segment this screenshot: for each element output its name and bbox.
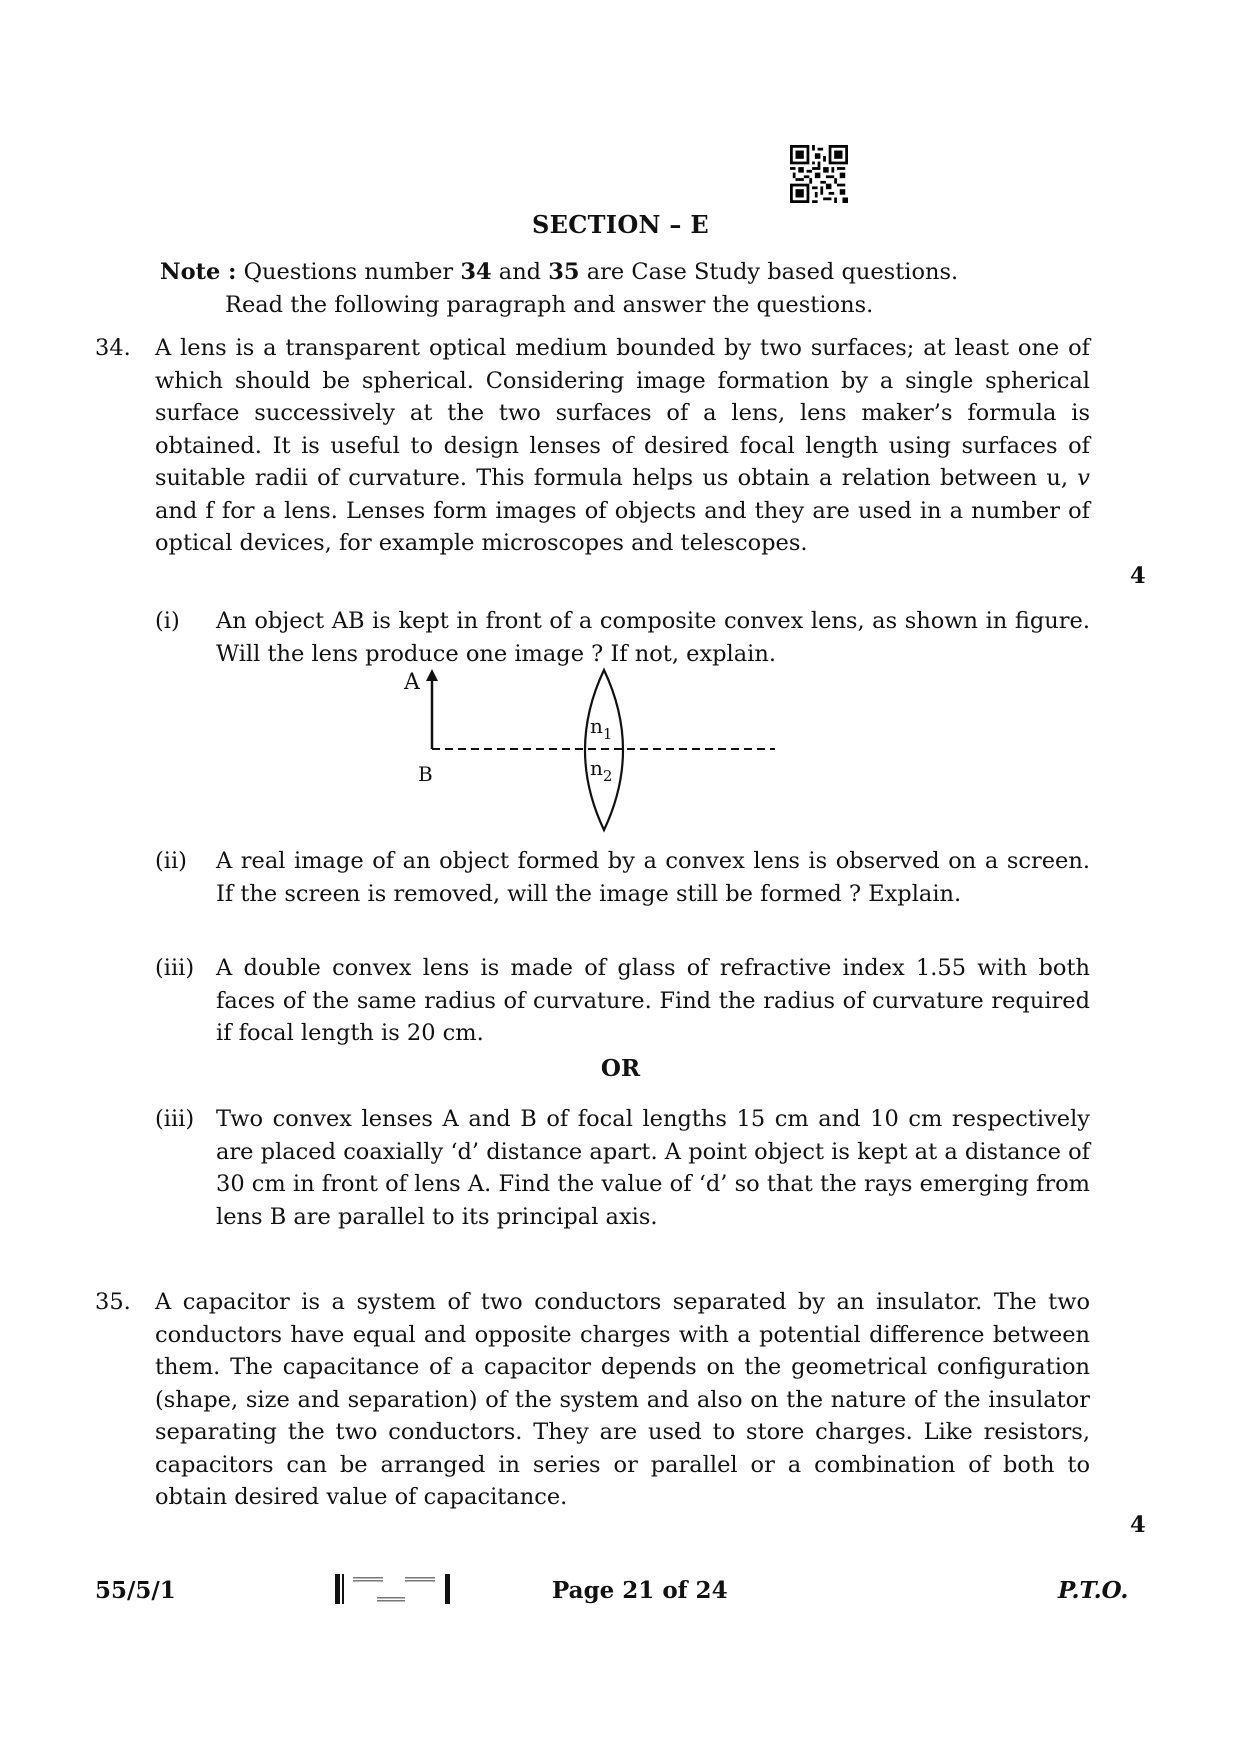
label-n2: $n_2$ (590, 756, 613, 785)
note-and: and (498, 259, 542, 285)
label-n1: $n_1$ (590, 714, 613, 743)
or-divider: OR (600, 1055, 641, 1082)
q34-sub-ii-number: (ii) (155, 848, 187, 874)
label-b: B (418, 762, 433, 786)
question-35-text: A capacitor is a system of two conductors separated by an insulator. The two conductors have equal and opposite charges with a potential difference between them. The capacitance of a capacitor depends on the geometrical configuration (shape, size and separation) of the system and also on the nature of the insulator separating the two conductors. They are used to store charges. Like resistors, capacitors can be arranged in series or parallel or a combination of both to obtain desired value of capacitance. (155, 1289, 1090, 1510)
q34-v-symbol: v (1077, 465, 1090, 491)
label-a: A (404, 670, 420, 695)
q34-text-pre: A lens is a transparent optical medium bounded by two surfaces; at least one of which should be spherical. Considering image formation by a single spherical surface successively at the two surfaces of a lens, lens maker’s formula is obtained. It is useful to design lenses of desired focal length using surfaces of suitable radii of curvature. This formula helps us obtain a relation between u, (155, 335, 1090, 491)
q34-sub-i-text: An object AB is kept in front of a composite convex lens, as shown in figure. Will the lens produce one image ? If not, explain. (216, 608, 1090, 667)
page-number: Page 21 of 24 (552, 1577, 728, 1604)
note-line1-pre: Questions number (243, 259, 454, 285)
note-question-a: 34 (460, 259, 492, 285)
composite-lens-figure (380, 665, 780, 840)
note-label: Note : (160, 259, 237, 285)
note-line2: Read the following paragraph and answer the questions. (225, 292, 874, 318)
section-title: SECTION – E (532, 210, 709, 239)
q34-text-post: and f for a lens. Lenses form images of objects and they are used in a number of optical devices, for example microscopes and telescopes. (155, 497, 1090, 556)
qr-code-icon (790, 145, 848, 203)
q34-sub-iii-number: (iii) (155, 955, 195, 981)
object-arrow-head (426, 669, 438, 681)
q34-sub-iii-text: A double convex lens is made of glass of refractive index 1.55 with both faces of the same radius of curvature. Find the radius of curvature required if focal length is 20 cm. (216, 955, 1090, 1046)
barcode-icon (335, 1572, 453, 1606)
note-question-b: 35 (548, 259, 580, 285)
note-line1-post: are Case Study based questions. (586, 259, 959, 285)
q34-marks: 4 (1130, 563, 1146, 589)
question-34-text (155, 332, 1090, 560)
q34-sub-iii-alt-text: Two convex lenses A and B of focal lengths 15 cm and 10 cm respectively are placed coaxially ‘d’ distance apart. A point object is kept at a distance of 30 cm in front of lens A. Find the value of ‘d’ so that the rays emerging from lens B are parallel to its principal axis. (216, 1106, 1090, 1230)
q34-sub-ii-text: A real image of an object formed by a convex lens is observed on a screen. If the screen is removed, will the image still be formed ? Explain. (216, 848, 1090, 907)
q34-sub-iii-alt-number: (iii) (155, 1106, 195, 1132)
q35-marks: 4 (1130, 1512, 1146, 1538)
q34-sub-i-number: (i) (155, 608, 180, 634)
paper-code: 55/5/1 (95, 1577, 176, 1604)
question-number-35: 35. (95, 1289, 131, 1315)
please-turn-over: P.T.O. (1058, 1577, 1129, 1604)
question-number-34: 34. (95, 335, 131, 361)
note-block (160, 256, 1090, 322)
